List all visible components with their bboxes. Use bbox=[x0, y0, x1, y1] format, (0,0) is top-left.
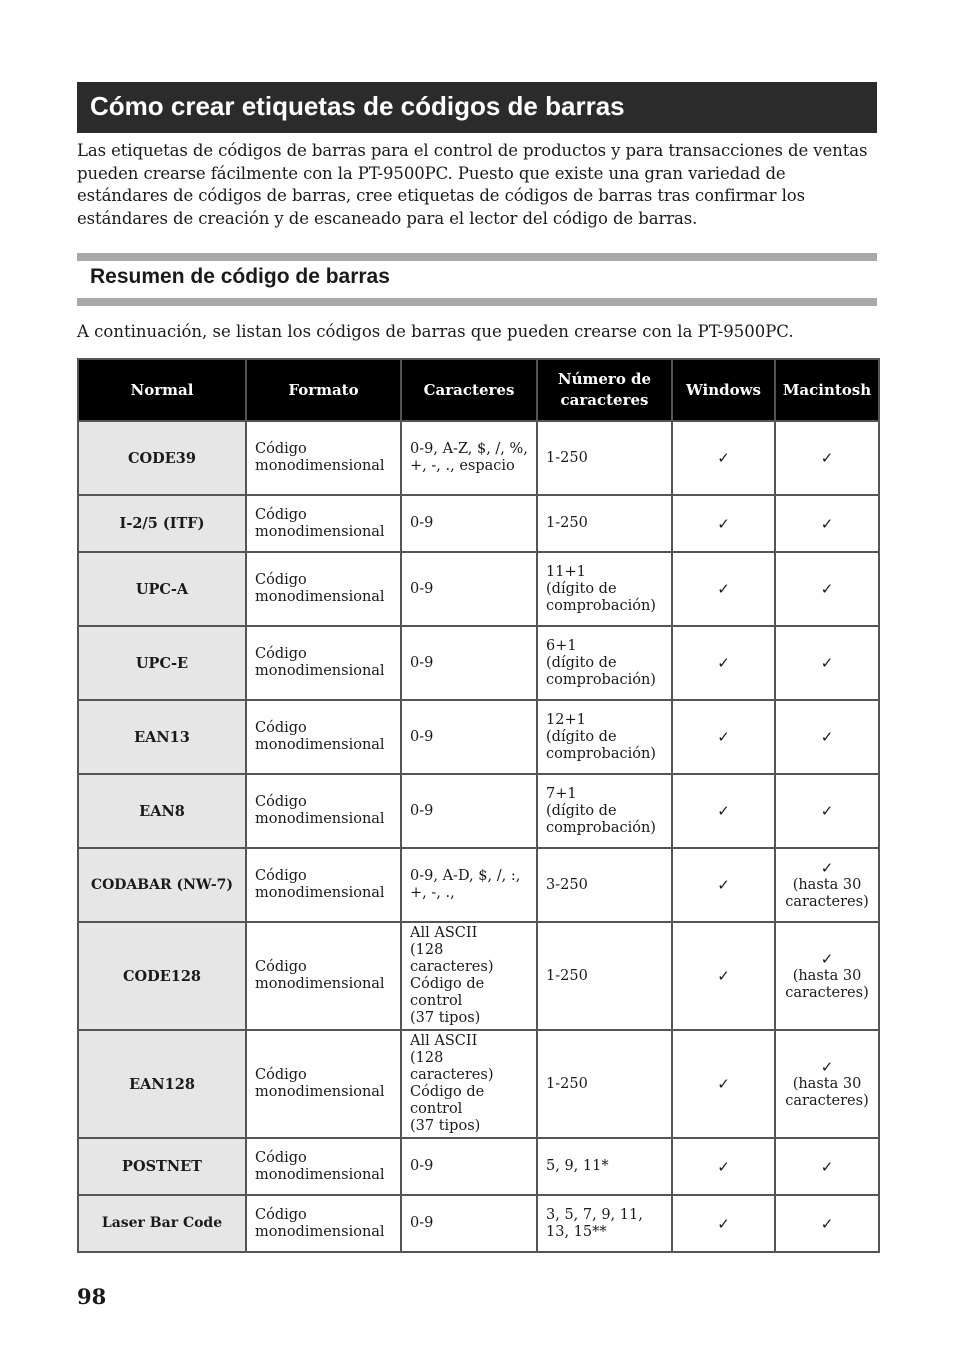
cell-code-name: CODABAR (NW-7) bbox=[78, 848, 246, 922]
intro-paragraph: Las etiquetas de códigos de barras para el control de productos y para transacciones de ventas pueden crearse fácilmente con la PT-9500PC. Puesto que existe una gran variedad de estándares de códigos de barras, cree etiquetas de códigos de barras tras confirmar los estándares de creación y de escaneado para el lector del código de barras. bbox=[77, 141, 868, 228]
cell-format: Código monodimensional bbox=[246, 774, 401, 848]
cell-windows-support bbox=[672, 495, 775, 552]
check-icon: ✓ bbox=[820, 859, 834, 877]
cell-code-name: CODE39 bbox=[78, 421, 246, 495]
cell-format: Código monodimensional bbox=[246, 1030, 401, 1138]
check-icon: ✓ bbox=[717, 1157, 730, 1176]
cell-char-count: 1-250 bbox=[537, 421, 672, 495]
cell-windows-support bbox=[672, 700, 775, 774]
cell-windows-support bbox=[672, 922, 775, 1030]
lead-paragraph: A continuación, se listan los códigos de barras que pueden crearse con la PT-9500PC. bbox=[77, 322, 794, 341]
check-icon: ✓ bbox=[820, 1157, 834, 1176]
cell-characters: 0-9 bbox=[401, 1195, 537, 1252]
check-icon: ✓ bbox=[717, 654, 730, 672]
check-icon: ✓ bbox=[820, 580, 834, 598]
check-icon: ✓ bbox=[820, 950, 834, 968]
cell-mac-support bbox=[775, 495, 879, 552]
cell-characters: 0-9, A-D, $, /, :, +, -, ., bbox=[401, 848, 537, 922]
cell-code-name: Laser Bar Code bbox=[78, 1195, 246, 1252]
cell-mac-support bbox=[775, 552, 879, 626]
cell-format: Código monodimensional bbox=[246, 700, 401, 774]
check-icon: ✓ bbox=[820, 514, 834, 533]
cell-windows-support bbox=[672, 626, 775, 700]
cell-windows-support bbox=[672, 1030, 775, 1138]
cell-code-name: EAN8 bbox=[78, 774, 246, 848]
cell-mac-support bbox=[775, 848, 879, 922]
table-row bbox=[78, 552, 879, 626]
page-title: Cómo crear etiquetas de códigos de barras bbox=[90, 91, 625, 121]
cell-format: Código monodimensional bbox=[246, 421, 401, 495]
table-row bbox=[78, 848, 879, 922]
cell-code-name: EAN128 bbox=[78, 1030, 246, 1138]
table-header-row bbox=[78, 359, 879, 421]
table-row bbox=[78, 1030, 879, 1138]
cell-characters: All ASCII (128 caracteres) Código de control (37 tipos) bbox=[401, 922, 537, 1030]
mac-limit-note: (hasta 30 caracteres) bbox=[785, 968, 869, 1001]
table-row bbox=[78, 774, 879, 848]
table-row bbox=[78, 700, 879, 774]
cell-windows-support bbox=[672, 1195, 775, 1252]
check-icon: ✓ bbox=[820, 802, 834, 820]
cell-characters: 0-9, A-Z, $, /, %, +, -, ., espacio bbox=[401, 421, 537, 495]
check-icon: ✓ bbox=[820, 1214, 834, 1233]
check-icon: ✓ bbox=[820, 1058, 834, 1076]
header-normal: Normal bbox=[78, 359, 246, 421]
header-caracteres: Caracteres bbox=[401, 359, 537, 421]
cell-windows-support bbox=[672, 774, 775, 848]
cell-char-count: 12+1 (dígito de comprobación) bbox=[537, 700, 672, 774]
cell-code-name: I-2/5 (ITF) bbox=[78, 495, 246, 552]
cell-code-name: CODE128 bbox=[78, 922, 246, 1030]
cell-format: Código monodimensional bbox=[246, 922, 401, 1030]
cell-characters: 0-9 bbox=[401, 626, 537, 700]
check-icon: ✓ bbox=[717, 514, 730, 533]
mac-limit-note: (hasta 30 caracteres) bbox=[785, 877, 869, 910]
cell-characters: All ASCII (128 caracteres) Código de control (37 tipos) bbox=[401, 1030, 537, 1138]
check-icon: ✓ bbox=[717, 967, 730, 985]
check-icon: ✓ bbox=[717, 580, 730, 598]
cell-windows-support bbox=[672, 421, 775, 495]
check-icon: ✓ bbox=[717, 876, 730, 894]
check-icon: ✓ bbox=[717, 1214, 730, 1233]
cell-mac-support bbox=[775, 421, 879, 495]
cell-char-count: 1-250 bbox=[537, 1030, 672, 1138]
cell-characters: 0-9 bbox=[401, 774, 537, 848]
cell-char-count: 1-250 bbox=[537, 495, 672, 552]
cell-code-name: UPC-A bbox=[78, 552, 246, 626]
cell-char-count: 3, 5, 7, 9, 11, 13, 15** bbox=[537, 1195, 672, 1252]
cell-char-count: 1-250 bbox=[537, 922, 672, 1030]
table-row bbox=[78, 922, 879, 1030]
check-icon: ✓ bbox=[717, 802, 730, 820]
cell-characters: 0-9 bbox=[401, 552, 537, 626]
header-macintosh: Macintosh bbox=[775, 359, 879, 421]
table-row bbox=[78, 1138, 879, 1195]
table-row bbox=[78, 626, 879, 700]
check-icon: ✓ bbox=[717, 728, 730, 746]
header-windows: Windows bbox=[672, 359, 775, 421]
table-row bbox=[78, 495, 879, 552]
cell-code-name: POSTNET bbox=[78, 1138, 246, 1195]
cell-code-name: UPC-E bbox=[78, 626, 246, 700]
cell-mac-support bbox=[775, 774, 879, 848]
check-icon: ✓ bbox=[717, 1075, 730, 1093]
cell-mac-support bbox=[775, 1030, 879, 1138]
cell-char-count: 3-250 bbox=[537, 848, 672, 922]
section-rule-bottom bbox=[77, 298, 877, 306]
cell-windows-support bbox=[672, 552, 775, 626]
cell-characters: 0-9 bbox=[401, 700, 537, 774]
cell-char-count: 7+1 (dígito de comprobación) bbox=[537, 774, 672, 848]
check-icon: ✓ bbox=[820, 449, 834, 467]
page-number: 98 bbox=[77, 1284, 107, 1309]
cell-mac-support bbox=[775, 700, 879, 774]
cell-characters: 0-9 bbox=[401, 495, 537, 552]
table-body bbox=[78, 421, 879, 1252]
check-icon: ✓ bbox=[820, 728, 834, 746]
title-banner bbox=[77, 82, 877, 133]
cell-char-count: 11+1 (dígito de comprobación) bbox=[537, 552, 672, 626]
cell-windows-support bbox=[672, 848, 775, 922]
cell-format: Código monodimensional bbox=[246, 1195, 401, 1252]
table-row bbox=[78, 1195, 879, 1252]
header-formato: Formato bbox=[246, 359, 401, 421]
check-icon: ✓ bbox=[820, 654, 834, 672]
cell-char-count: 5, 9, 11* bbox=[537, 1138, 672, 1195]
cell-mac-support bbox=[775, 1138, 879, 1195]
section-title: Resumen de código de barras bbox=[90, 265, 390, 288]
mac-limit-note: (hasta 30 caracteres) bbox=[785, 1076, 869, 1109]
cell-characters: 0-9 bbox=[401, 1138, 537, 1195]
cell-code-name: EAN13 bbox=[78, 700, 246, 774]
header-numero-caracteres: Número de caracteres bbox=[537, 359, 672, 421]
cell-format: Código monodimensional bbox=[246, 626, 401, 700]
cell-char-count: 6+1 (dígito de comprobación) bbox=[537, 626, 672, 700]
barcode-table bbox=[77, 358, 880, 1253]
cell-format: Código monodimensional bbox=[246, 552, 401, 626]
cell-windows-support bbox=[672, 1138, 775, 1195]
cell-format: Código monodimensional bbox=[246, 495, 401, 552]
section-rule-top bbox=[77, 253, 877, 261]
check-icon: ✓ bbox=[717, 449, 730, 467]
cell-mac-support bbox=[775, 922, 879, 1030]
cell-format: Código monodimensional bbox=[246, 1138, 401, 1195]
cell-mac-support bbox=[775, 626, 879, 700]
cell-format: Código monodimensional bbox=[246, 848, 401, 922]
cell-mac-support bbox=[775, 1195, 879, 1252]
table-row bbox=[78, 421, 879, 495]
